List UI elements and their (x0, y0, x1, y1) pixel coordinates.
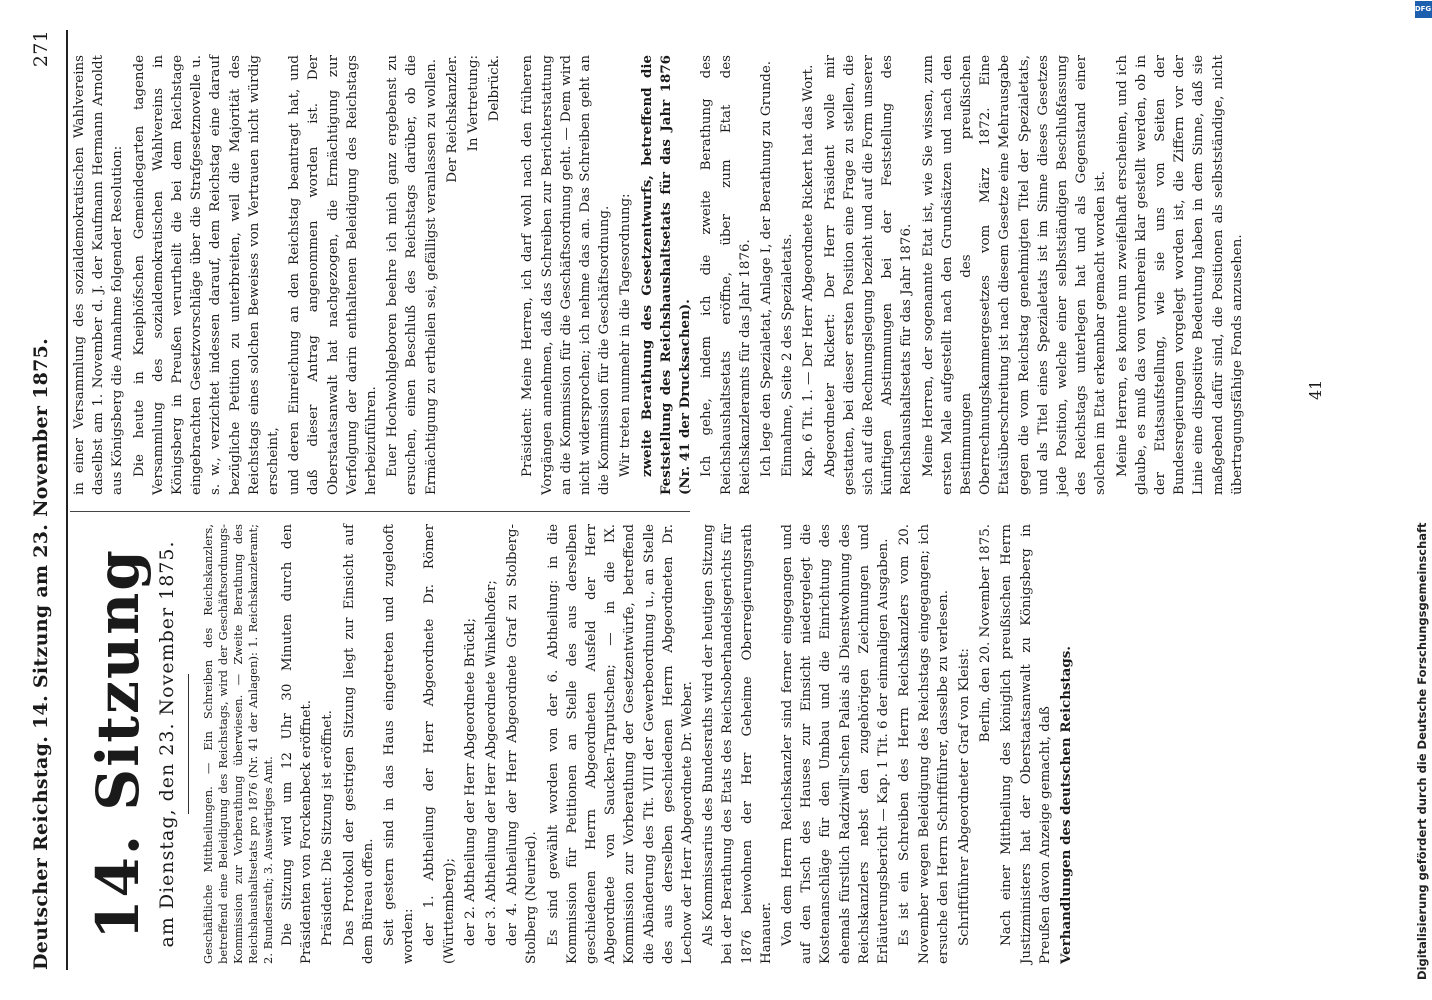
right-column-paragraph: Einnahme, Seite 2 des Spezialetats. (780, 233, 796, 477)
left-column-paragraph: Es ist ein Schreiben des Herrn Reichskanzlers vom 20. November wegen Beleidigung des Reichstags eingegangen; ich ersuche den Herrn Schriftführer, dasselbe zu verlesen. (897, 524, 951, 964)
left-column-paragraph: Verhandlungen des deutschen Reichstags. (1057, 646, 1074, 964)
header-rule (66, 30, 68, 970)
left-column-paragraph: der 2. Abtheilung der Herr Abgeordnete Brückl; (462, 618, 478, 946)
left-paragraphs (201, 524, 1076, 964)
digitization-sidebar (1413, 0, 1432, 1000)
left-column-paragraph: Das Protokoll der gestrigen Sitzung liegt zur Einsicht auf dem Büreau offen. (341, 524, 376, 964)
left-column (70, 524, 1078, 964)
right-column-paragraph: In Vertretung: (466, 55, 482, 152)
left-column-paragraph: Von dem Herrn Reichskanzler sind ferner eingegangen und auf den Tisch des Hauses zur Einsicht niedergelegt die Kostenanschläge für den Umbau und die Einrichtung des ehemals fürstlich Radziwill'schen Palais als Dienstwohnung des Reichskanzlers nebst den zugehörigen Zeichnungen und Erläuterungsbericht — Kap. 1 Tit. 6 der einmaligen Ausgaben. (780, 524, 892, 964)
left-column-paragraph: der 4. Abtheilung der Herr Abgeordnete Graf zu Stolberg-Stolberg (Neuried). (505, 524, 540, 964)
right-column-paragraph: Meine Herren, es konnte nun zweifelhaft erscheinen, und ich glaube, es muß das von vornherein klar gestellt werden, ob in der Etatsaufstellung, wie sie uns von Seiten der Bundesregierungen vorgelegt worden ist, die Ziffern vor der Linie eine dispositive Bedeutung haben in dem Sinne, daß sie maßgebend dafür sind, die Positionen als selbstständige, nicht übertragungsfähige Fonds anzusehen. (1114, 55, 1245, 495)
right-column-paragraph: Ich lege den Spezialetat, Anlage I, der Berathung zu Grunde. (758, 61, 774, 477)
right-column-paragraph (506, 55, 518, 495)
left-column-paragraph: Präsident: Die Sitzung ist eröffnet. (320, 710, 336, 946)
left-column-paragraph: der 3. Abtheilung der Herr Abgeordnete Winkelhofer; (484, 580, 500, 946)
left-column-paragraph: Geschäftliche Mittheilungen. — Ein Schreiben des Reichskanzlers, betreffend eine Beleidigung des Reichstags, wird der Geschäftsordnungs-Kommission zur Vorberathung überwiesen. — Zweite Berathung des Reichshaushaltsetats pro 1876 (Nr. 41 der Anlagen): 1. Reichskanzleramt; 2. Bundesrath; 3. Auswärtiges Amt. (201, 524, 275, 964)
right-column-paragraph: Delbrück. (487, 55, 503, 122)
right-column-paragraph: Abgeordneter Rickert: Der Herr Präsident wolle mir gestatten, bei dieser ersten Position eine Frage zu stellen, die sich auf die Rechnungslegung bezieht und auf die Form unserer künftigen Abstimmungen bei der Feststellung des Reichshaushaltsetats für das Jahr 1876. (822, 55, 915, 495)
right-paragraphs (70, 55, 1247, 495)
right-column-paragraph: Ich gehe, indem ich die zweite Berathung des Reichshaushaltsetats eröffne, über zum Etat des Reichskanzleramts für das Jahr 1876. (699, 55, 753, 495)
dfg-logo: DFG (1415, 1, 1432, 18)
running-header (30, 30, 64, 970)
column-separator (70, 511, 690, 512)
right-column-paragraph: Der Reichskanzler. (444, 55, 460, 183)
sitting-date: am Dienstag, den 23. November 1875. (156, 540, 178, 948)
header-title: Deutscher Reichstag. 14. Sitzung am 23. November 1875. (30, 337, 52, 970)
signature-mark: 41 (1306, 379, 1325, 400)
right-column-paragraph: und deren Einreichung an den Reichstag beantragt hat, und daß dieser Antrag angenommen worden ist. Der Oberstaatsanwalt hat nachgezogen, die Ermächtigung zur Verfolgung der darin enthaltenen Beleidigung des Reichstags herbeizuführen. (287, 55, 380, 495)
title-rule (188, 674, 189, 814)
right-column (70, 55, 1249, 495)
right-column-paragraph: Wir treten nunmehr in die Tagesordnung: (618, 193, 634, 477)
right-column-paragraph: Euer Hochwohlgeboren beehre ich mich ganz ergebenst zu ersuchen, einen Beschluß des Reichstags darüber, ob die Ermächtigung zu ertheilen sei, gefälligst veranlassen zu wollen. (385, 55, 439, 495)
left-column-paragraph: Schriftführer Abgeordneter Graf von Kleist: (956, 648, 972, 946)
left-column-paragraph: Berlin, den 20. November 1875. (978, 524, 994, 743)
page-number: 271 (30, 30, 52, 68)
sitting-title: 14. Sitzung (84, 548, 152, 940)
left-column-paragraph: der 1. Abtheilung der Herr Abgeordnete Dr. Römer (Württemberg); (422, 524, 457, 964)
left-column-paragraph: Seit gestern sind in das Haus eingetreten und zugelooft worden: (382, 524, 417, 964)
left-column-paragraph: Es sind gewählt worden von der 6. Abtheilung: in die Kommission für Petitionen an Stelle des aus derselben geschiedenen Herrn Abgeordneten Ausfeld der Herr Abgeordnete von Saucken-Tarputschen; — in die IX. Kommission zur Vorberathung der Gesetzentwürfe, betreffend die Abänderung des Tit. VIII der Gewerbeordnung u., an Stelle des aus derselben geschiedenen Herrn Abgeordneten Dr. Lechow der Herr Abgeordnete Dr. Weber. (545, 524, 696, 964)
left-column-paragraph: Als Kommissarius des Bundesraths wird der heutigen Sitzung bei der Berathung des Etats des Reichsoberhandelsgerichts für 1876 beiwohnen der Herr Geheime Oberregierungsrath Hanauer. (701, 524, 774, 964)
right-column-paragraph: zweite Berathung des Gesetzentwurfs, betreffend die Feststellung des Reichshaushaltsetats für das Jahr 1876 (Nr. 41 der Drucksachen). (638, 55, 694, 495)
right-column-paragraph: Die heute in Kneiphöfschen Gemeindegarten tagende Versammlung des sozialdemokratischen Wahlvereins in Königsberg in Preußen verurtheilt die bei dem Reichstage eingebrachten Gesetzvorschläge über die Strafgesetznovelle u. s. w., verzichtet indessen darauf, dem Reichstag eine darauf bezügliche Petition zu unterbreiten, weil die Majorität des Reichstags eines solchen Beweises von Vertrauen nicht würdig erscheint, (131, 55, 282, 495)
right-column-paragraph: Meine Herren, der sogenannte Etat ist, wie Sie wissen, zum ersten Male aufgestellt nach den Grundsätzen und nach den Bestimmungen des preußischen Oberrechnungskammergesetzes vom März 1872. Eine Etatsüberschreitung ist nach diesem Gesetze eine Mehrausgabe gegen die vom Reichstag genehmigten Titel der Spezialetats, und als Titel eines Spezialetats ist im Sinne dieses Gesetzes jede Position, welche einer selbstständigen Beschlußfassung des Reichstags unterlegen hat und als Gegenstand einer solchen im Etat erkennbar gemacht worden ist. (920, 55, 1109, 495)
right-column-paragraph: in einer Versammlung des sozialdemokratischen Wahlvereins daselbst am 1. November d. J. der Kaufmann Hermann Arnoldt aus Königsberg die Annahme folgender Resolution: (72, 55, 126, 495)
funding-credit: Digitalisierung gefördert durch die Deutsche Forschungsgemeinschaft (1415, 522, 1429, 980)
right-column-paragraph: Kap. 6 Tit. 1. — Der Herr Abgeordnete Rickert hat das Wort. (801, 64, 817, 477)
right-column-paragraph: Präsident: Meine Herren, ich darf wohl nach den früheren Vorgängen annehmen, daß das Schreiben zur Berichterstattung an die Kommission für die Geschäftsordnung geht. — Dem wird nicht widersprochen; ich nehme das an. Das Schreiben geht an die Kommission für die Geschäftsordnung. (520, 55, 613, 495)
left-column-paragraph: Die Sitzung wird um 12 Uhr 30 Minuten durch den Präsidenten von Forckenbeck eröffnet. (280, 524, 315, 964)
left-column-paragraph: Nach einer Mittheilung des königlich preußischen Herrn Justizministers hat der Oberstaatsanwalt zu Königsberg in Preußen davon Anzeige gemacht, daß (999, 524, 1053, 964)
